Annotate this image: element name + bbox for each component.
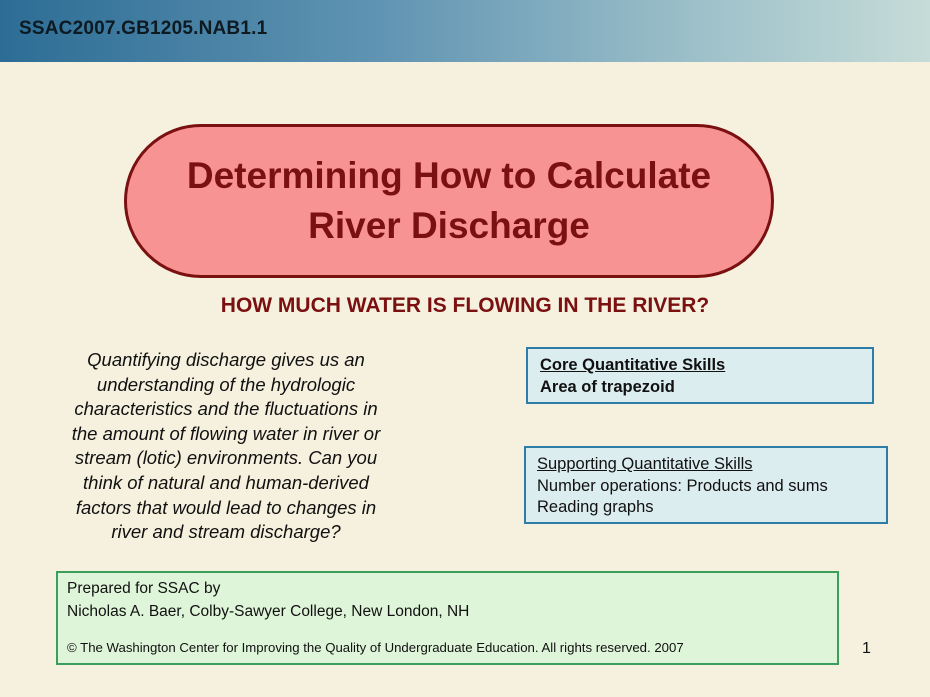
intro-line: river and stream discharge? [111, 521, 341, 543]
credits-box [56, 571, 839, 665]
intro-paragraph [50, 348, 402, 545]
supporting-skills-box [524, 446, 888, 524]
title-line-2: River Discharge [308, 205, 590, 246]
intro-line: factors that would lead to changes in [75, 496, 377, 518]
module-code: SSAC2007.GB1205.NAB1.1 [19, 18, 268, 39]
intro-line: the amount of flowing water in river or [71, 422, 381, 444]
core-skill-item: Area of trapezoid [540, 377, 675, 396]
intro-line: characteristics and the fluctuations in [74, 398, 378, 420]
copyright-notice: © The Washington Center for Improving the Quality of Undergraduate Education. All rights reserved. 2007 [67, 640, 684, 655]
core-skills-box [526, 347, 874, 404]
credits-prepared-for: Prepared for SSAC by [67, 580, 221, 597]
page-number: 1 [862, 640, 871, 657]
subtitle: HOW MUCH WATER IS FLOWING IN THE RIVER? [220, 294, 710, 317]
supporting-skill-item: Number operations: Products and sums [537, 476, 828, 495]
title-line-1: Determining How to Calculate [186, 155, 712, 196]
title-banner [124, 124, 774, 278]
intro-line: Quantifying discharge gives us an [87, 349, 365, 370]
credits-author: Nicholas A. Baer, Colby-Sawyer College, New London, NH [67, 603, 470, 620]
supporting-skill-item: Reading graphs [537, 498, 654, 516]
intro-line: stream (lotic) environments. Can you [74, 447, 378, 469]
intro-line: think of natural and human-derived [83, 471, 369, 493]
supporting-skills-heading: Supporting Quantitative Skills [537, 455, 753, 473]
intro-line: understanding of the hydrologic [96, 373, 356, 395]
header-bar [0, 0, 930, 62]
core-skills-heading: Core Quantitative Skills [540, 356, 726, 374]
